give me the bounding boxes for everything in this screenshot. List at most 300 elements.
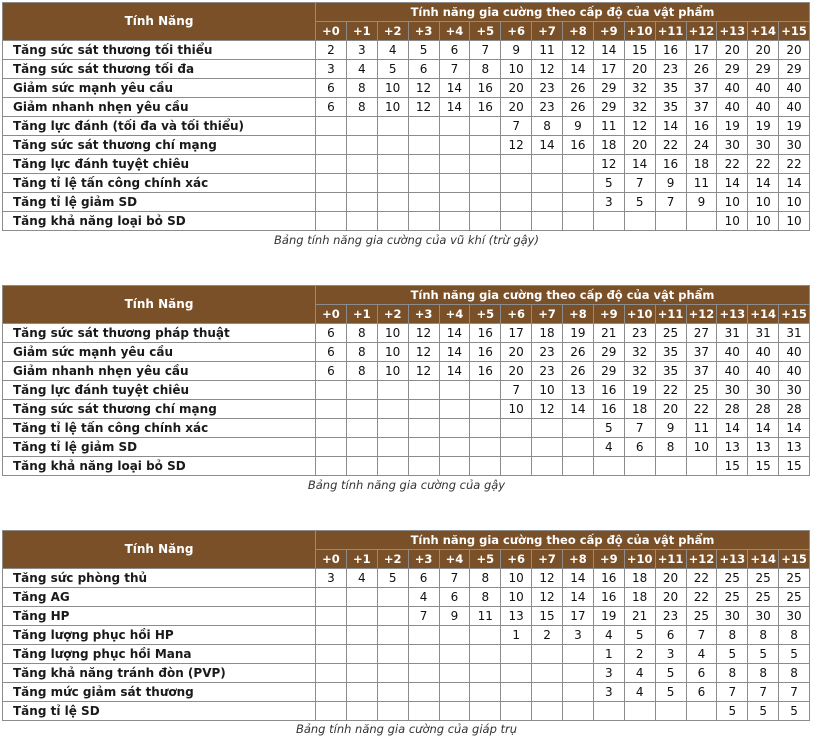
level-header: +15	[779, 22, 810, 41]
value-cell	[408, 457, 439, 476]
value-cell: 30	[748, 136, 779, 155]
value-cell: 22	[748, 155, 779, 174]
value-cell	[470, 136, 501, 155]
value-cell	[377, 683, 408, 702]
value-cell: 20	[501, 362, 532, 381]
feature-name: Tăng sức sát thương tối thiểu	[3, 41, 316, 60]
level-header: +15	[779, 550, 810, 569]
value-cell	[563, 438, 594, 457]
value-cell	[439, 174, 470, 193]
value-cell: 9	[501, 41, 532, 60]
value-cell	[655, 212, 686, 231]
value-cell	[316, 607, 347, 626]
value-cell: 15	[532, 607, 563, 626]
value-cell: 23	[532, 343, 563, 362]
value-cell	[346, 174, 377, 193]
value-cell	[408, 212, 439, 231]
level-header: +7	[532, 22, 563, 41]
value-cell: 2	[316, 41, 347, 60]
value-cell: 4	[593, 438, 624, 457]
value-cell: 9	[655, 419, 686, 438]
value-cell: 14	[717, 174, 748, 193]
value-cell: 21	[593, 324, 624, 343]
level-header: +13	[717, 550, 748, 569]
value-cell: 10	[717, 193, 748, 212]
value-cell: 15	[717, 457, 748, 476]
value-cell	[346, 117, 377, 136]
value-cell: 5	[377, 569, 408, 588]
level-header: +12	[686, 22, 717, 41]
value-cell: 26	[563, 343, 594, 362]
level-header: +4	[439, 550, 470, 569]
value-cell: 4	[686, 645, 717, 664]
table-row	[3, 588, 810, 607]
value-cell: 6	[316, 362, 347, 381]
value-cell: 23	[655, 60, 686, 79]
value-cell	[377, 136, 408, 155]
value-cell: 16	[470, 79, 501, 98]
value-cell: 14	[532, 136, 563, 155]
value-cell	[346, 683, 377, 702]
value-cell: 1	[593, 645, 624, 664]
value-cell: 40	[748, 98, 779, 117]
feature-name: Tăng AG	[3, 588, 316, 607]
value-cell: 6	[686, 683, 717, 702]
value-cell	[316, 117, 347, 136]
value-cell	[316, 136, 347, 155]
value-cell: 16	[686, 117, 717, 136]
value-cell: 11	[470, 607, 501, 626]
value-cell	[346, 607, 377, 626]
value-cell: 12	[532, 588, 563, 607]
value-cell: 29	[779, 60, 810, 79]
value-cell	[686, 702, 717, 721]
level-header: +1	[346, 550, 377, 569]
level-header: +9	[593, 305, 624, 324]
value-cell	[408, 381, 439, 400]
table-row	[3, 683, 810, 702]
value-cell: 6	[316, 98, 347, 117]
level-header: +2	[377, 22, 408, 41]
value-cell: 25	[717, 588, 748, 607]
level-header: +8	[563, 22, 594, 41]
value-cell	[470, 438, 501, 457]
level-header: +10	[624, 550, 655, 569]
level-header: +0	[316, 22, 347, 41]
value-cell	[470, 702, 501, 721]
feature-name: Tăng HP	[3, 607, 316, 626]
value-cell: 8	[346, 362, 377, 381]
value-cell: 12	[532, 60, 563, 79]
value-cell	[439, 193, 470, 212]
value-cell	[439, 155, 470, 174]
value-cell: 16	[593, 569, 624, 588]
table-row	[3, 60, 810, 79]
value-cell: 18	[593, 136, 624, 155]
value-cell: 15	[748, 457, 779, 476]
value-cell: 30	[717, 607, 748, 626]
value-cell: 29	[593, 79, 624, 98]
value-cell: 8	[346, 324, 377, 343]
table-row	[3, 98, 810, 117]
feature-name: Tăng sức sát thương chí mạng	[3, 400, 316, 419]
value-cell: 12	[408, 79, 439, 98]
table-row	[3, 626, 810, 645]
value-cell: 14	[439, 98, 470, 117]
value-cell	[346, 457, 377, 476]
level-header: +0	[316, 550, 347, 569]
value-cell: 1	[501, 626, 532, 645]
value-cell	[501, 664, 532, 683]
value-cell: 5	[593, 419, 624, 438]
value-cell: 22	[779, 155, 810, 174]
value-cell	[624, 702, 655, 721]
value-cell	[563, 683, 594, 702]
value-cell: 7	[686, 626, 717, 645]
value-cell: 2	[532, 626, 563, 645]
level-header: +11	[655, 22, 686, 41]
value-cell: 31	[748, 324, 779, 343]
level-header: +14	[748, 305, 779, 324]
armor-enhancement-table	[2, 530, 810, 721]
value-cell: 8	[779, 664, 810, 683]
value-cell: 2	[624, 645, 655, 664]
level-group-header: Tính năng gia cường theo cấp độ của vật phẩm	[316, 286, 810, 305]
level-header: +0	[316, 305, 347, 324]
value-cell	[377, 626, 408, 645]
value-cell: 25	[686, 607, 717, 626]
table-row	[3, 79, 810, 98]
feature-name: Tăng tỉ lệ tấn công chính xác	[3, 174, 316, 193]
value-cell: 40	[779, 343, 810, 362]
feature-name: Giảm nhanh nhẹn yêu cầu	[3, 98, 316, 117]
value-cell: 3	[316, 569, 347, 588]
value-cell: 6	[316, 343, 347, 362]
feature-column-header: Tính Năng	[3, 3, 316, 41]
level-header: +9	[593, 22, 624, 41]
value-cell: 16	[470, 98, 501, 117]
value-cell	[624, 212, 655, 231]
value-cell: 5	[748, 645, 779, 664]
value-cell: 31	[717, 324, 748, 343]
value-cell: 24	[686, 136, 717, 155]
value-cell: 10	[532, 381, 563, 400]
value-cell: 30	[779, 381, 810, 400]
value-cell	[377, 400, 408, 419]
value-cell: 16	[655, 41, 686, 60]
value-cell	[408, 193, 439, 212]
value-cell	[377, 588, 408, 607]
value-cell: 10	[748, 193, 779, 212]
value-cell: 30	[717, 381, 748, 400]
table-row	[3, 136, 810, 155]
table-row	[3, 324, 810, 343]
value-cell: 22	[655, 381, 686, 400]
value-cell: 10	[501, 400, 532, 419]
value-cell: 18	[624, 569, 655, 588]
value-cell	[346, 136, 377, 155]
value-cell: 10	[686, 438, 717, 457]
value-cell: 4	[408, 588, 439, 607]
value-cell	[346, 645, 377, 664]
table-row	[3, 569, 810, 588]
value-cell: 12	[532, 569, 563, 588]
value-cell: 25	[748, 588, 779, 607]
value-cell: 20	[779, 41, 810, 60]
value-cell	[501, 645, 532, 664]
value-cell	[532, 212, 563, 231]
value-cell	[408, 136, 439, 155]
level-header: +3	[408, 550, 439, 569]
value-cell	[470, 400, 501, 419]
value-cell: 4	[624, 664, 655, 683]
value-cell: 37	[686, 343, 717, 362]
table-row	[3, 41, 810, 60]
level-header: +13	[717, 22, 748, 41]
value-cell	[655, 457, 686, 476]
value-cell: 14	[779, 174, 810, 193]
value-cell: 25	[655, 324, 686, 343]
value-cell	[532, 645, 563, 664]
value-cell	[377, 117, 408, 136]
value-cell: 13	[717, 438, 748, 457]
value-cell: 28	[717, 400, 748, 419]
value-cell: 20	[655, 588, 686, 607]
value-cell: 18	[624, 588, 655, 607]
feature-name: Tăng lực đánh tuyệt chiêu	[3, 155, 316, 174]
value-cell: 10	[377, 324, 408, 343]
value-cell: 18	[624, 400, 655, 419]
value-cell	[346, 438, 377, 457]
staff-enhancement-table	[2, 285, 810, 476]
level-header: +7	[532, 550, 563, 569]
value-cell: 12	[408, 362, 439, 381]
value-cell	[408, 117, 439, 136]
table-row	[3, 362, 810, 381]
value-cell	[316, 457, 347, 476]
value-cell: 8	[346, 79, 377, 98]
feature-name: Tăng lượng phục hồi HP	[3, 626, 316, 645]
value-cell: 9	[563, 117, 594, 136]
value-cell	[593, 702, 624, 721]
value-cell: 11	[593, 117, 624, 136]
weapon-table-caption: Bảng tính năng gia cường của vũ khí (trừ gậy)	[274, 233, 539, 247]
value-cell: 12	[408, 98, 439, 117]
value-cell: 4	[346, 60, 377, 79]
value-cell	[532, 419, 563, 438]
value-cell: 10	[779, 193, 810, 212]
value-cell	[408, 419, 439, 438]
value-cell: 4	[624, 683, 655, 702]
value-cell: 23	[532, 79, 563, 98]
value-cell: 7	[408, 607, 439, 626]
value-cell	[470, 683, 501, 702]
value-cell	[346, 588, 377, 607]
value-cell	[470, 212, 501, 231]
level-header: +6	[501, 305, 532, 324]
value-cell: 14	[563, 588, 594, 607]
value-cell: 4	[377, 41, 408, 60]
value-cell: 30	[779, 136, 810, 155]
value-cell: 26	[563, 362, 594, 381]
level-header: +3	[408, 22, 439, 41]
level-header: +2	[377, 550, 408, 569]
value-cell	[316, 664, 347, 683]
value-cell: 22	[686, 400, 717, 419]
feature-column-header: Tính Năng	[3, 531, 316, 569]
level-header: +12	[686, 550, 717, 569]
value-cell	[532, 438, 563, 457]
value-cell: 40	[748, 362, 779, 381]
value-cell: 14	[563, 60, 594, 79]
level-header: +4	[439, 22, 470, 41]
value-cell: 10	[779, 212, 810, 231]
value-cell: 6	[624, 438, 655, 457]
value-cell: 10	[501, 569, 532, 588]
value-cell	[563, 155, 594, 174]
value-cell	[563, 174, 594, 193]
feature-name: Tăng lực đánh (tối đa và tối thiểu)	[3, 117, 316, 136]
value-cell: 20	[624, 136, 655, 155]
value-cell: 7	[717, 683, 748, 702]
value-cell: 5	[717, 702, 748, 721]
value-cell	[316, 155, 347, 174]
feature-name: Giảm sức mạnh yêu cầu	[3, 343, 316, 362]
level-header: +10	[624, 22, 655, 41]
value-cell: 23	[532, 362, 563, 381]
value-cell	[563, 457, 594, 476]
value-cell: 40	[748, 79, 779, 98]
value-cell: 10	[377, 362, 408, 381]
value-cell	[532, 683, 563, 702]
value-cell: 22	[686, 569, 717, 588]
value-cell: 27	[686, 324, 717, 343]
level-header: +5	[470, 22, 501, 41]
value-cell	[377, 438, 408, 457]
value-cell: 4	[593, 626, 624, 645]
value-cell: 28	[748, 400, 779, 419]
value-cell: 12	[501, 136, 532, 155]
value-cell	[563, 702, 594, 721]
value-cell: 9	[655, 174, 686, 193]
table-row	[3, 438, 810, 457]
feature-column-header: Tính Năng	[3, 286, 316, 324]
value-cell: 10	[501, 60, 532, 79]
value-cell: 29	[593, 98, 624, 117]
value-cell: 25	[717, 569, 748, 588]
value-cell: 29	[748, 60, 779, 79]
value-cell: 35	[655, 362, 686, 381]
value-cell	[532, 155, 563, 174]
value-cell: 3	[593, 193, 624, 212]
value-cell: 14	[563, 400, 594, 419]
value-cell: 7	[470, 41, 501, 60]
value-cell	[439, 683, 470, 702]
value-cell	[439, 419, 470, 438]
level-group-header: Tính năng gia cường theo cấp độ của vật phẩm	[316, 3, 810, 22]
value-cell: 7	[779, 683, 810, 702]
value-cell	[377, 419, 408, 438]
level-header: +9	[593, 550, 624, 569]
value-cell: 5	[779, 702, 810, 721]
value-cell	[593, 212, 624, 231]
value-cell: 10	[377, 98, 408, 117]
value-cell: 18	[686, 155, 717, 174]
value-cell: 19	[748, 117, 779, 136]
value-cell: 20	[655, 569, 686, 588]
value-cell: 25	[779, 588, 810, 607]
level-header: +14	[748, 22, 779, 41]
value-cell: 35	[655, 343, 686, 362]
level-header: +8	[563, 305, 594, 324]
feature-name: Tăng sức phòng thủ	[3, 569, 316, 588]
value-cell: 7	[501, 381, 532, 400]
value-cell: 19	[779, 117, 810, 136]
value-cell	[316, 645, 347, 664]
value-cell: 3	[563, 626, 594, 645]
table-row	[3, 419, 810, 438]
value-cell: 13	[779, 438, 810, 457]
value-cell	[316, 419, 347, 438]
table-row	[3, 343, 810, 362]
value-cell: 40	[717, 343, 748, 362]
value-cell	[532, 457, 563, 476]
value-cell: 14	[439, 79, 470, 98]
value-cell	[501, 155, 532, 174]
value-cell: 23	[655, 607, 686, 626]
value-cell: 12	[593, 155, 624, 174]
value-cell: 25	[779, 569, 810, 588]
value-cell	[439, 664, 470, 683]
feature-name: Tăng lực đánh tuyệt chiêu	[3, 381, 316, 400]
value-cell: 16	[655, 155, 686, 174]
level-header: +8	[563, 550, 594, 569]
value-cell: 20	[501, 343, 532, 362]
value-cell: 20	[717, 41, 748, 60]
value-cell	[470, 626, 501, 645]
value-cell: 37	[686, 79, 717, 98]
value-cell: 5	[377, 60, 408, 79]
value-cell: 40	[779, 362, 810, 381]
value-cell	[316, 400, 347, 419]
value-cell	[470, 155, 501, 174]
level-header: +1	[346, 22, 377, 41]
level-header: +5	[470, 305, 501, 324]
feature-name: Tăng tỉ lệ giảm SD	[3, 438, 316, 457]
value-cell	[377, 155, 408, 174]
value-cell: 10	[377, 343, 408, 362]
value-cell: 20	[748, 41, 779, 60]
value-cell	[377, 607, 408, 626]
value-cell: 16	[470, 324, 501, 343]
value-cell: 21	[624, 607, 655, 626]
value-cell	[408, 174, 439, 193]
table-row	[3, 457, 810, 476]
value-cell: 5	[655, 664, 686, 683]
value-cell: 12	[563, 41, 594, 60]
value-cell: 8	[779, 626, 810, 645]
value-cell	[316, 381, 347, 400]
value-cell: 12	[624, 117, 655, 136]
value-cell	[316, 626, 347, 645]
value-cell: 40	[717, 362, 748, 381]
value-cell: 5	[717, 645, 748, 664]
value-cell: 14	[439, 324, 470, 343]
value-cell: 32	[624, 79, 655, 98]
value-cell: 31	[779, 324, 810, 343]
feature-name: Tăng tỉ lệ tấn công chính xác	[3, 419, 316, 438]
value-cell	[439, 438, 470, 457]
